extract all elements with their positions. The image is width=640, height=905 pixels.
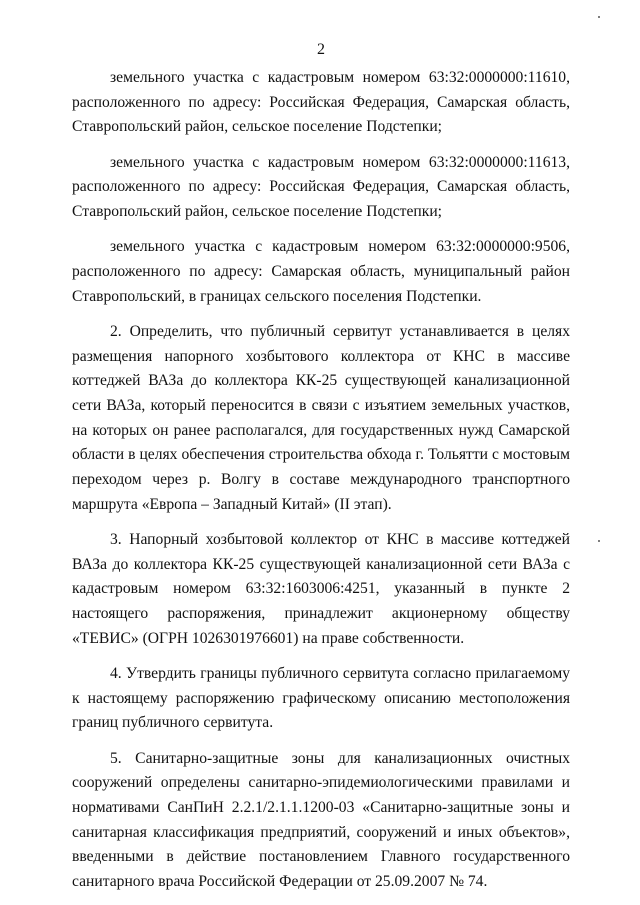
paragraph-item-4: 4. Утвердить границы публичного сервитута согласно прилагаемому к настоящему распоряжению графическому описанию местоположения границ публичного сервитута. (72, 664, 570, 732)
scan-speck (598, 540, 600, 542)
document-body (72, 66, 570, 895)
paragraph-land-plot-9506: земельного участка с кадастровым номером 63:32:0000000:9506, расположенного по адресу: Самарская область, муниципальный район Ставропольский, в границах сельского поселения Подстепки. (72, 238, 570, 305)
page-number: 2 (317, 41, 325, 58)
paragraph-item-3: 3. Напорный хозбытовой коллектор от КНС в массиве коттеджей ВАЗа до коллектора КК-25 существующей канализационной сети ВАЗа с кадастровым номером 63:32:1603006:4251, указанный в пункте 2 настоящего распоряжения, принадлежит акционерному обществу «ТЕВИС» (ОГРН 1026301976601) на праве собственности. (72, 530, 570, 647)
paragraph-item-2: 2. Определить, что публичный сервитут устанавливается в целях размещения напорного хозбытового коллектора от КНС в массиве коттеджей ВАЗа до коллектора КК-25 существующей канализационной сети ВАЗа, который переносится в связи с изъятием земельных участков, на которых он ранее располагался, для государственных нужд Самарской области в целях обеспечения строительства обхода г. Тольятти с мостовым переходом через р. Волгу в составе международного транспортного маршрута «Европа – Западный Китай» (II этап). (72, 322, 570, 513)
scan-speck (598, 16, 600, 18)
paragraph-land-plot-11610: земельного участка с кадастровым номером 63:32:0000000:11610, расположенного по адресу: Российская Федерация, Самарская область, Ставропольский район, сельское поселение Подстепки; (72, 69, 570, 136)
paragraph-land-plot-11613: земельного участка с кадастровым номером 63:32:0000000:11613, расположенного по адресу: Российская Федерация, Самарская область, Ставропольский район, сельское поселение Подстепки; (72, 153, 570, 221)
paragraph-item-5: 5. Санитарно-защитные зоны для канализационных очистных сооружений определены санитарно-эпидемиологическими правилами и нормативами СанПиН 2.2.1/2.1.1.1200-03 «Санитарно-защитные зоны и санитарная классификация предприятий, сооружений и иных объектов», введенными в действие постановлением Главного государственного санитарного врача Российской Федерации от 25.09.2007 № 74. (72, 749, 570, 891)
